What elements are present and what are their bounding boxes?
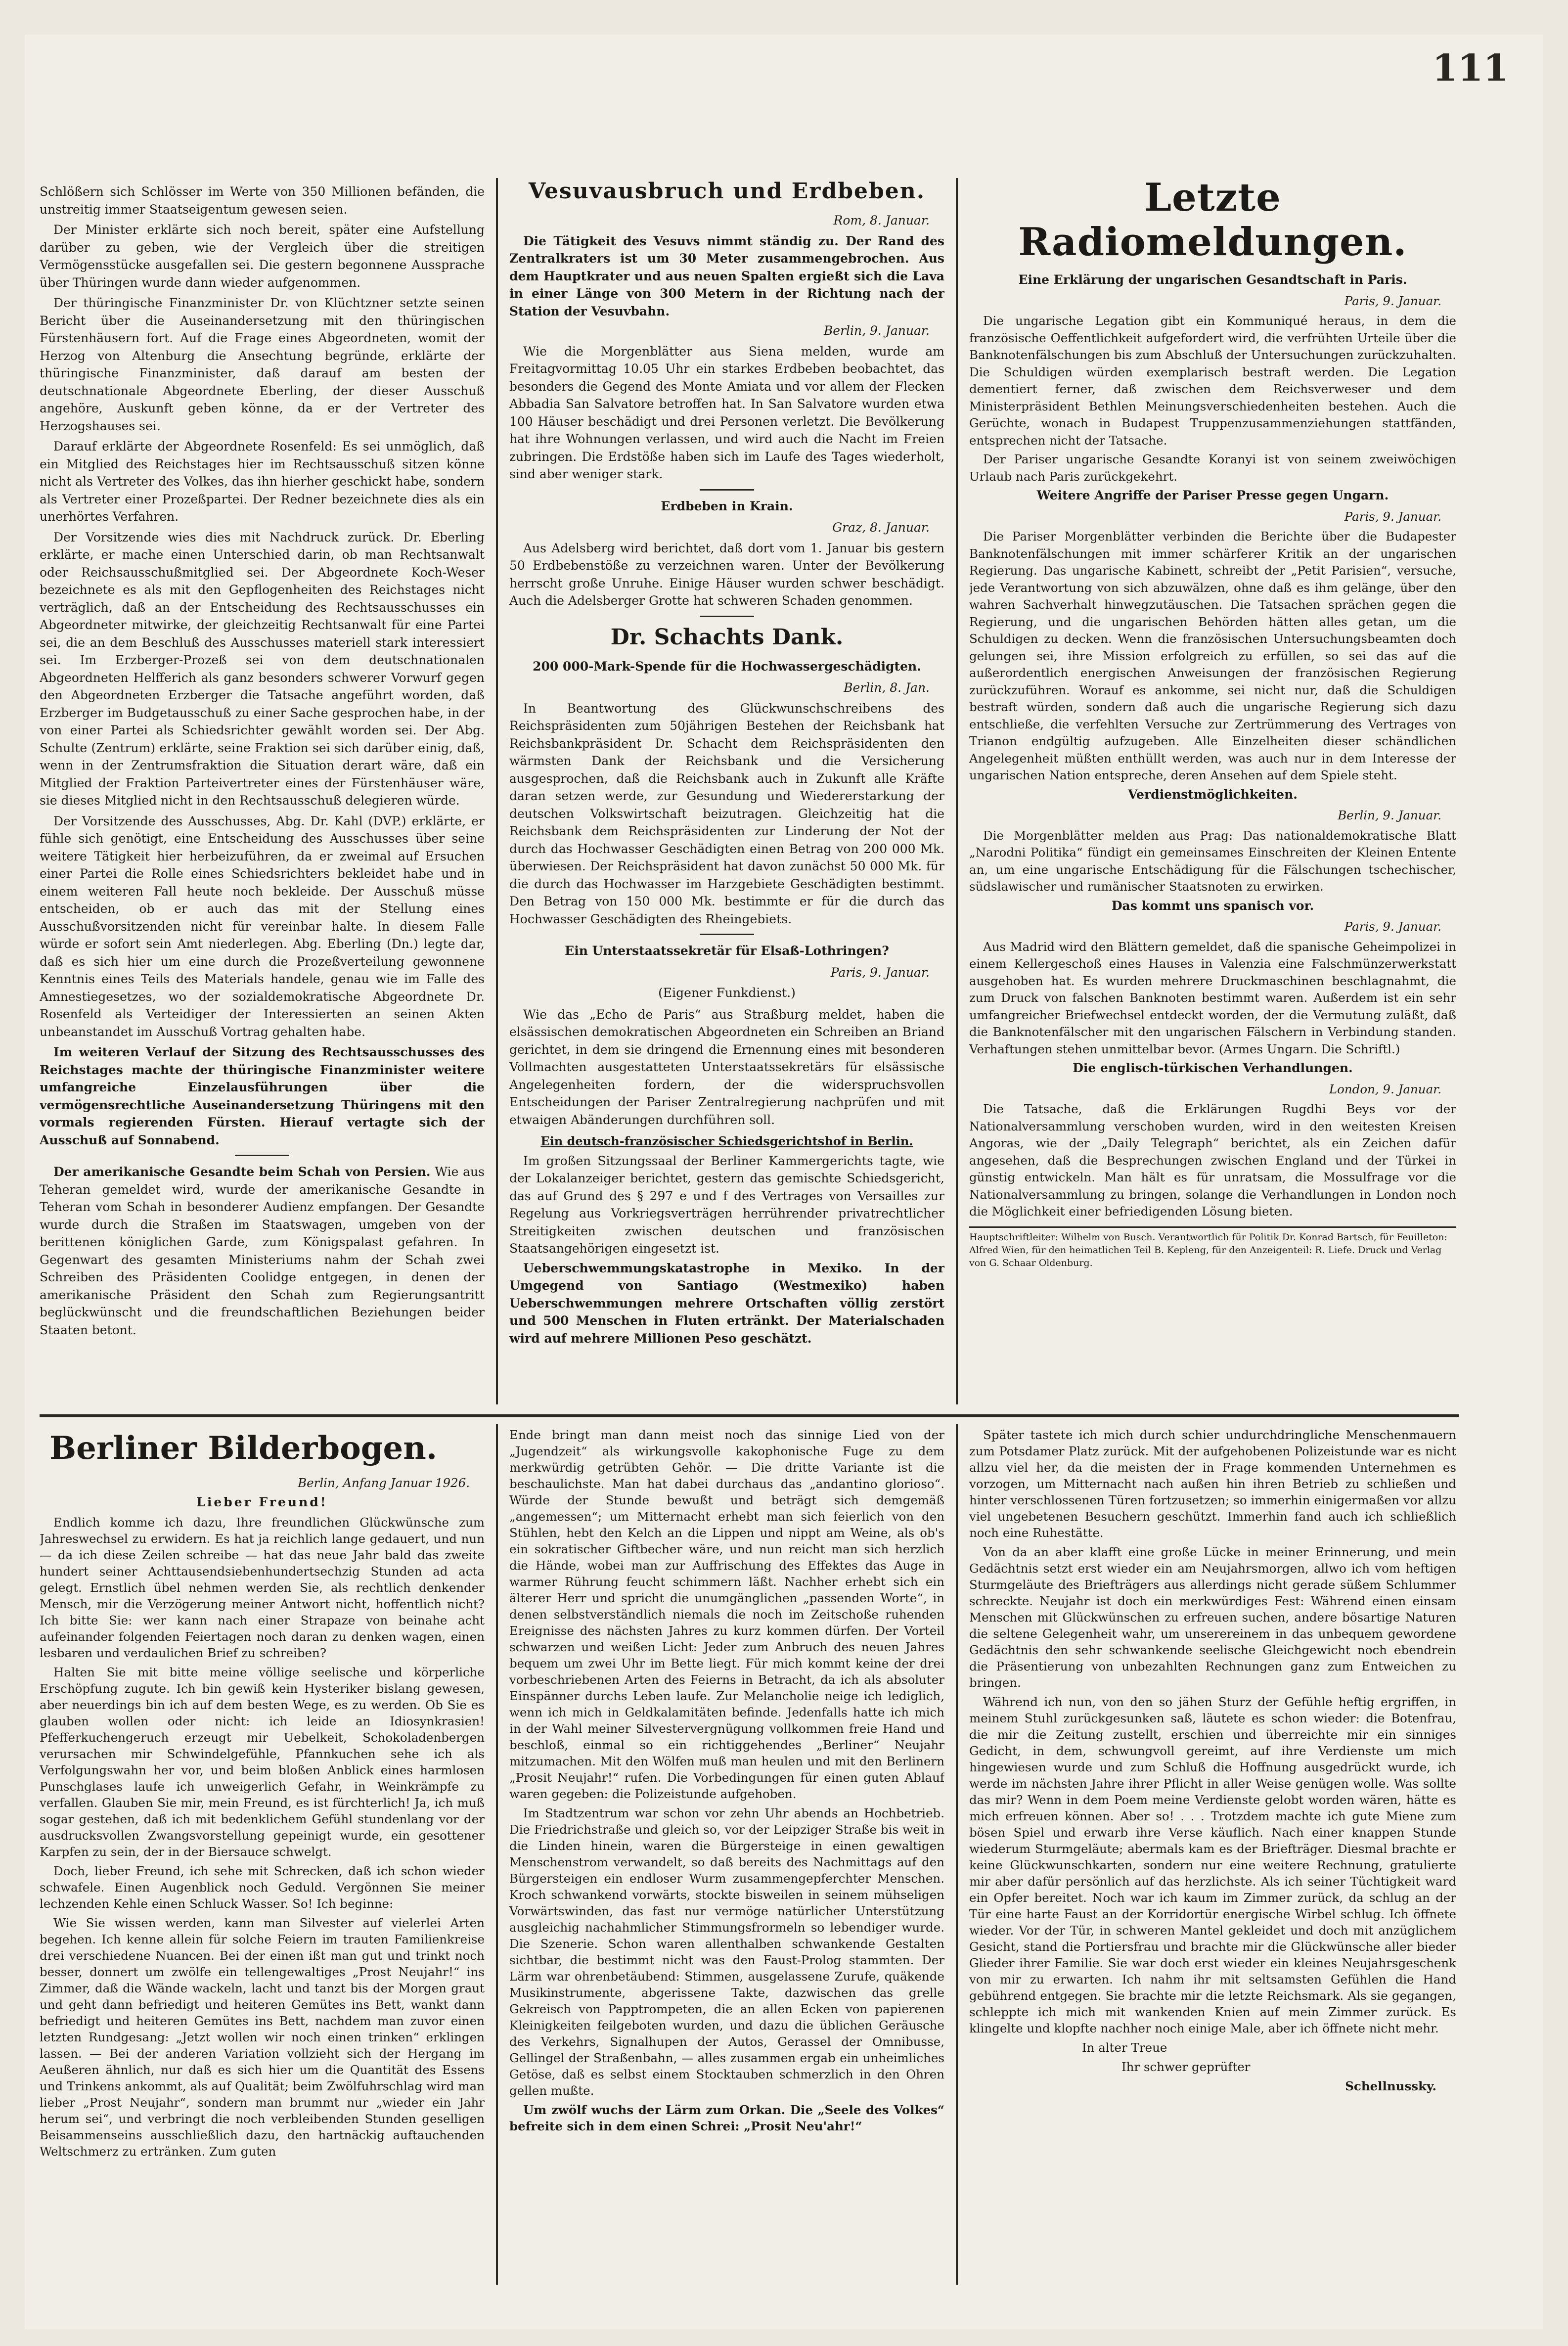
own-service: (Eigener Funkdienst.) bbox=[658, 986, 796, 1000]
persia-text: Wie aus Teheran gemeldet wird, wurde der amerikanische Gesandte in Teheran vom Schah in besonderer Audienz empfangen. Der Gesandte wurde durch die Straßen im Staatswagen, umgeben von der berittenen königlichen Garde, zum Königspalast gefahren. In Gegenwart des gesamten Ministeriums nahm der Schah zwei Schreiben des Präsidenten Coolidge entgegen, in denen der amerikanische Präsident den Schah zum Regierungsantritt beglückwünscht und die freundschaftlichen Beziehungen beider Staaten betont. bbox=[40, 1165, 485, 1337]
dateline: Berlin, 9. Januar. bbox=[1338, 808, 1441, 822]
subhead-krain: Erdbeben in Krain. bbox=[661, 498, 793, 513]
headline-radiomeldungen: Letzte Radiomeldungen. bbox=[1018, 176, 1407, 265]
article-paragraph: Der Vorsitzende wies dies mit Nachdruck zurück. Dr. Eberling erklärte, er mache einen Unterschied darin, ob man Rechtsanwalt oder Reichsausschußmitglied sei. Der Abgeordnete Koch-Weser bezeichnete es als mit den Gepflogenheiten des Reichstages nicht verträglich, daß an der Entscheidung des Rechtsausschusses ein Abgeordneter mitwirke, der gleichzeitig Rechtsanwalt für eine Partei sei, die an dem Beschluß des Ausschusses materiell stark interessiert sei. Im Erzberger-Prozeß sei von dem deutschnationalen Abgeordneten Helfferich als ganz besonders schwerer Vorwurf gegen den Abgeordneten Erzberger die Tatsache angeführt worden, daß Erzberger im Budgetausschuß zu einer Sache gesprochen habe, in der von einer Partei als Schiedsrichter gewählt worden sei. Der Abg. Schulte (Zentrum) erklärte, seine Fraktion sei sich darüber einig, daß, wenn in der Zentrumsfraktion die Situation derart wäre, daß ein Mitglied der Fraktion Parteivertreter eines der Fürstenhäuser wäre, sie dieses Mitglied nicht in den Rechtsausschuß delegieren würde. bbox=[40, 530, 485, 808]
salutation: Lieber Freund! bbox=[196, 1495, 328, 1509]
subhead-ungarn: Eine Erklärung der ungarischen Gesandtschaft in Paris. bbox=[1018, 272, 1407, 287]
article-paragraph: Wie die Morgenblätter aus Siena melden, wurde am Freitagvormittag 10.05 Uhr ein starkes Erdbeben beobachtet, das besonders die Gegend des Monte Amiata und vor allem der Flecken Abbadia San Salvatore betroffen hat. In San Salvatore wurden etwa 100 Häuser beschädigt und drei Personen verletzt. Die Bevölkerung hat ihre Wohnungen verlassen, und wird auch die Nacht im Freien zubringen. Die Erdstöße haben sich im Laufe des Tages wiederholt, sind aber weniger stark. bbox=[509, 344, 944, 481]
subhead-spende: 200 000-Mark-Spende für die Hochwassergeschädigten. bbox=[533, 659, 921, 674]
page-number: 111 bbox=[1432, 47, 1509, 90]
article-paragraph: Aus Madrid wird den Blättern gemeldet, daß die spanische Geheimpolizei in einem Kellergeschoß eines Hauses in Valenzia eine Falschmünzerwerkstatt ausgehoben hat. Es wurden mehrere Druckmaschinen beschlagnahmt, die zum Druck von falschen Banknoten bestimmt waren. Außerdem ist ein sehr umfangreicher Briefwechsel entdeckt worden, der die Vermutung zuläßt, daß die Banknotenfälscher mit den ungarischen Fälschern in Verbindung standen. Verhaftungen stehen unmittelbar bevor. (Armes Ungarn. Die Schriftl.) bbox=[969, 939, 1456, 1056]
article-paragraph: Die Pariser Morgenblätter verbinden die Berichte über die Budapester Banknotenfälschungen mit immer schärferer Kritik an der ungarischen Regierung. Das ungarische Kabinett, schreibt der „Petit Parisien“, versuche, jede Verantwortung von sich abzuwälzen, ohne daß es ihm gelänge, über den wahren Sachverhalt hinwegzutäuschen. Die Tatsachen sprächen gegen die Regierung, und die ungarischen Behörden hätten alles getan, um die Schuldigen zu decken. Wenn die französischen Untersuchungsbeamten doch gelungen sei, ihre Mission erfolgreich zu erfüllen, so sei das auf die außerordentlich energischen Anweisungen der französischen Regierung zurückzuführen. Worauf es ankomme, sei nicht nur, daß die Schuldigen bestraft würden, sondern daß auch die ungarische Regierung sich dazu entschließe, die verfehlten Versuche zur Zertrümmerung des Vertrages von Trianon endgültig aufzugeben. Alle Einzelheiten dieser schändlichen Angelegenheit müßten enthüllt werden, was auch nur in dem Interesse der ungarischen Nation entspreche, deren Ansehen auf dem Spiele steht. bbox=[969, 529, 1456, 782]
article-paragraph: Ueberschwemmungskatastrophe in Mexiko. In der Umgegend von Santiago (Westmexiko) haben Ueberschwemmungen mehrere Ortschaften völlig zerstört und 500 Menschen in Fluten ertränkt. Der Materialschaden wird auf mehrere Millionen Peso geschätzt. bbox=[509, 1261, 944, 1346]
headline-vesuv: Vesuvausbruch und Erdbeben. bbox=[528, 179, 926, 204]
dateline: Berlin, Anfang Januar 1926. bbox=[298, 1476, 470, 1490]
article-paragraph: Die Tatsache, daß die Erklärungen Rugdhi Beys vor der Nationalversammlung verschoben wurden, wird in den weitesten Kreisen Angoras, wie der „Daily Telegraph“ berichtet, als ein Zeichen dafür angesehen, daß die Besprechungen zwischen England und der Türkei in günstig entwickeln. Man hält es für unratsam, die Mossulfrage vor die Nationalversammlung zu bringen, solange die Verhandlungen in London noch die Möglichkeit einer befriedigenden Lösung bieten. bbox=[969, 1102, 1456, 1218]
dateline: Paris, 9. Januar. bbox=[1344, 919, 1441, 934]
closing-line: Ihr schwer geprüfter bbox=[1121, 2060, 1251, 2074]
column-rechtsausschuss bbox=[40, 183, 485, 1357]
article-paragraph: Schlößern sich Schlösser im Werte von 350 Millionen befänden, die unstreitig immer Staatseigentum gewesen seien. bbox=[40, 184, 485, 217]
closing-line: In alter Treue bbox=[1082, 2040, 1167, 2055]
article-paragraph: In Beantwortung des Glückwunschschreibens des Reichspräsidenten zum 50jährigen Bestehen der Reichsbank hat Reichsbankpräsident Dr. Schacht dem Reichspräsidenten den wärmsten Dank der Reichsbank und die Versicherung ausgesprochen, daß die Reichsbank auch in Zukunft alle Kräfte daran setzen werde, zur Gesundung und Wiedererstarkung der deutschen Volkswirtschaft beizutragen. Gleichzeitig hat die Reichsbank dem Reichspräsidenten zur Linderung der Not der durch das Hochwasser Geschädigten einen Betrag von 200 000 Mk. überwiesen. Der Reichspräsident hat davon zunächst 50 000 Mk. für die durch das Hochwasser im Harzgebiete Geschädigten bestimmt. Den Betrag von 150 000 Mk. bestimmte er für die durch das Hochwasser Geschädigten des Rheingebiets. bbox=[509, 701, 944, 926]
lead-paragraph: Die Tätigkeit des Vesuvs nimmt ständig zu. Der Rand des Zentralkraters ist um 30 Meter zusammengebrochen. Aus dem Hauptkrater und aus neuen Spalten ergießt sich die Lava in einer Länge von 300 Metern in der Richtung nach der Station der Vesuvbahn. bbox=[509, 233, 944, 318]
article-paragraph: Der Minister erklärte sich noch bereit, später eine Aufstellung darüber zu geben, wie der Vergleich über die streitigen Vermögensstücke ausgefallen sei. Die gestern begonnene Aussprache über Thüringen wurde dann wieder aufgenommen. bbox=[40, 223, 485, 290]
subhead-schiedsgericht: Ein deutsch-französischer Schiedsgerichtshof in Berlin. bbox=[540, 1134, 913, 1148]
article-paragraph: Die ungarische Legation gibt ein Kommuniqué heraus, in dem die französische Oeffentlichkeit aufgefordert wird, die verfrühten Urteile über die Banknotenfälschungen bis zum Abschluß der Untersuchungen zurückzuhalten. Die Schuldigen würden exemplarisch bestraft werden. Die Legation dementiert ferner, daß zwischen dem Reichsverweser und dem Ministerpräsident Bethlen Meinungsverschiedenheiten bestehen. Auch die Gerüchte, wonach in Budapest Truppenzusammenziehungen stattfänden, entsprechen nicht der Tatsache. bbox=[969, 314, 1456, 448]
article-paragraph: Von da an aber klafft eine große Lücke in meiner Erinnerung, und mein Gedächtnis setzt erst wieder ein am Neujahrsmorgen, allwo ich vom heftigen Sturmgeläute des Briefträgers aus allerdings nicht gerade süßem Schlummer schreckte. Neujahr ist doch ein merkwürdiges Fest: Während einen einsam Menschen mit Glückwünschen zu erfreuen suchen, andere bösartige Naturen die seltene Gelegenheit wahr, um unserereinem in das unbequem gewordene Gedächtnis den sehr schwankende seelische Gleichgewicht noch ebendrein die Präsentierung von unbezahlten Rechnungen ganz zum Entweichen zu bringen. bbox=[969, 1545, 1456, 1690]
column-rule bbox=[956, 178, 958, 1404]
subhead-angriffe: Weitere Angriffe der Pariser Presse gegen Ungarn. bbox=[1036, 488, 1389, 502]
bilderbogen-column-2 bbox=[509, 1427, 944, 2287]
subhead-elsass: Ein Unterstaatssekretär für Elsaß-Lothringen? bbox=[565, 944, 889, 958]
column-vesuv bbox=[509, 178, 944, 1399]
article-paragraph: Wie Sie wissen werden, kann man Silvester auf vielerlei Arten begehen. Ich kenne allein für solche Feiern im trauten Familienkreise drei verschiedene Nuancen. Bei der einen ißt man gut und trinkt noch besser, donnert um zwölfe ein tellengewaltiges „Prost Neujahr!“ ins Zimmer, daß die Wände wackeln, lacht und tanzt bis der Morgen graut und geht dann befriedigt und heiteren Gemütes ins Bett, wankt dann befriedigt und heiteren Gemütes ins Bett, nachdem man zuvor einen letzten Rundgesang: „Jetzt wollen wir noch einen trinken“ erklingen lassen. — Bei der anderen Variation vollzieht sich der Hergang im Aeußeren ähnlich, nur daß es sich hier um die Quantität des Essens und Trinkens ankommt, als auf Qualität; beim Zwölfuhrschlag wird man lieber „Prost Neujahr“, sondern man brummt nur „wieder ein Jahr herum sei“, und verbringt die noch verbleibenden Stunden geselligen Beisammenseins ausschließlich dazu, den hartnäckig auftauchenden Weltschmerz zu ertränken. Zum guten bbox=[40, 1916, 485, 2159]
article-paragraph: Ende bringt man dann meist noch das sinnige Lied von der „Jugendzeit“ als wirkungsvolle kakophonische Fuge zu dem merkwürdig getrübten Gehör. — Die dritte Variante ist die beschaulichste. Man hat dabei durchaus das „andantino glorioso“. Würde der Stunde bewußt und beträgt sich demgemäß „angemessen“; um Mitternacht erhebt man sich feierlich von den Stühlen, hebt den Kelch an die Lippen und nippt am Weine, als ob's ein sokratischer Giftbecher wäre, und nun reicht man sich herzlich die Hände, wobei man zur Auffrischung des Effektes das Auge in warmer Rührung feucht schimmern läßt. Nachher erhebt sich ein älterer Herr und spricht die unumgänglichen „passenden Worte“, in denen selbstverständlich niemals die noch im Zeitschoße ruhenden Ereignisse des nächsten Jahres zu kurz kommen dürfen. Der Vorteil schwarzen und weißen Licht: Jeder zum Anbruch des neuen Jahres bequem um zwei Uhr im Bette liegt. Für mich kommt keine der drei vorbeschriebenen Arten des Feierns in Betracht, da ich als absoluter Einspänner durchs Leben laufe. Zur Melancholie neige ich lediglich, wenn ich mich in Geldkalamitäten befinde. Jedenfalls hatte ich mich in der Wahl meiner Silvestervergnügung vollkommen freie Hand und beschloß, einmal so ein richtiggehendes „Berliner“ Neujahr mitzumachen. Mit den Wölfen muß man heulen und mit den Berlinern „Prosit Neujahr!“ rufen. Die Vorbedingungen für einen guten Ablauf waren gegeben: die Polizeistunde aufgehoben. bbox=[509, 1428, 944, 1801]
separator-rule bbox=[700, 934, 754, 935]
article-paragraph: Aus Adelsberg wird berichtet, daß dort vom 1. Januar bis gestern 50 Erdbebenstöße zu verzeichnen waren. Unter der Bevölkerung herrscht große Unruhe. Einige Häuser wurden schwer beschädigt. Auch die Adelsberger Grotte hat schweren Schaden genommen. bbox=[509, 541, 944, 608]
dateline: Berlin, 9. Januar. bbox=[823, 323, 930, 338]
subhead-tuerkei: Die englisch-türkischen Verhandlungen. bbox=[1073, 1061, 1353, 1075]
column-rule bbox=[956, 1424, 958, 2285]
article-paragraph: Der Pariser ungarische Gesandte Koranyi ist von seinem zweiwöchigen Urlaub nach Paris zurückgekehrt. bbox=[969, 452, 1456, 484]
column-rule bbox=[496, 1424, 498, 2285]
separator-rule bbox=[235, 1155, 289, 1156]
dateline: London, 9. Januar. bbox=[1329, 1082, 1441, 1096]
bilderbogen-column-1 bbox=[40, 1429, 485, 2290]
article-paragraph: Im Stadtzentrum war schon vor zehn Uhr abends an Hochbetrieb. Die Friedrichstraße und gleich so, vor der Leipziger Straße bis weit in die Linden hinein, waren die Bürgersteige in einen gewaltigen Menschenstrom verwandelt, so daß bereits des Nachmittags auf den Bürgersteigen ein endloser Wurm zusammengepferchter Menschen. Kroch schwankend vorwärts, stockte bisweilen in seinem mühseligen Vorwärtswinden, das fast nur vermöge natürlicher Unterstützung ausgleichig nachahmlicher Stimmungsfrormeln so lebendiger wurde. Die Szenerie. Schon waren allenthalben schwankende Gestalten sichtbar, die bestimmt nicht was den Faust-Prolog stammten. Der Lärm war ohrenbetäubend: Stimmen, ausgelassene Zurufe, quäkende Musikinstrumente, abgerissene Takte, dazwischen das grelle Gekreisch von Papptrompeten, die an allen Ecken von papierenen Kleinigkeiten feilgeboten wurden, und dazu die üblichen Geräusche des Verkehrs, Signalhupen der Autos, Gerassel der Omnibusse, Gellingel der Straßenbahn, — alles zusammen ergab ein unheimliches Getöse, daß es selbst einem Stocktauben schmerzlich in den Ohren gellen mußte. bbox=[509, 1806, 944, 2098]
dateline: Graz, 8. Januar. bbox=[832, 520, 930, 535]
imprint: Hauptschriftleiter: Wilhelm von Busch. Verantwortlich für Politik Dr. Konrad Bartsch, für Feuilleton: Alfred Wien, für den heimatlichen Teil B. Kepleng, für den Anzeigenteil: R. Liefe. Druck und Verlag von G. Schaar Oldenburg. bbox=[969, 1226, 1456, 1269]
subhead-verdienst: Verdienstmöglichkeiten. bbox=[1128, 787, 1298, 802]
article-paragraph: Während ich nun, von den so jähen Sturz der Gefühle heftig ergriffen, in meinem Stuhl zurückgesunken saß, läutete es schon wieder: die Botenfrau, die mir die Zeitung zustellt, erschien und überreichte mir ein sinniges Gedicht, in dem, schwungvoll gereimt, auf ihre Verdienste um mich hingewiesen wurde und zum Schluß die Hoffnung ausgedrückt wurde, ich werde im nächsten Jahre ihrer Pflicht in aller Weise genügen wolle. Was sollte das mir? Wenn in dem Poem meine Verdienste gelobt worden wären, hätte es mich erfreuen können. Aber so! . . . Trotzdem machte ich gute Miene zum bösen Spiel und erwarb ihre Verse käuflich. Nach einer knappen Stunde wiederum Sturmgeläute; abermals kam es der Briefträger. Diesmal brachte er keine Glückwunschkarten, sondern nur eine weitere Rechnung, gratulierte mir aber dafür persönlich auf das herzlichste. Als ich seiner Tüchtigkeit ward ein Opfer bereitet. Noch war ich kaum im Zimmer zurück, da schlug an der Tür eine harte Faust an der Korridortür energische Wirbel schlug. Ich öffnete wieder. Vor der Tür, in schweren Mantel gekleidet und doch mit anzüglichem Gesicht, stand die Portiersfrau und brachte mir die Glückwünsche aller bieder Glieder ihrer Familie. Sie war doch erst wieder ein kleines Neujahrsgeschenk von mir zu erwarten. Ich nahm ihr mit seltsamsten Gefühlen die Hand gebührend entgegen. Sie brachte mir die letzte Reichsmark. Als sie gegangen, schleppte ich mich mit wankenden Knien auf mein Zimmer zurück. Es klingelte und klopfte nachher noch einige Male, aber ich öffnete nicht mehr. bbox=[969, 1695, 1456, 2035]
article-paragraph: Der Vorsitzende des Ausschusses, Abg. Dr. Kahl (DVP.) erklärte, er fühle sich genötigt, eine Entscheidung des Ausschusses über seine weitere Tätigkeit hier herbeizuführen, da er zweimal auf Ersuchen einer Partei die Rolle eines Schiedsrichters bekleidet habe und in einem weiteren Fall heute noch bekleide. Der Ausschuß müsse entscheiden, ob er auch das mit der Stellung eines Ausschußvorsitzenden nicht für vereinbar halte. In diesem Falle würde er sofort sein Amt niederlegen. Abg. Eberling (Dn.) legte dar, daß es sich hier um eine durch die Prozeßverteilung gewonnene Kenntnis eines Teils des Materials handele, genau wie im Falle des Amnestiegesetzes, wo der sozialdemokratische Abgeordnete Dr. Rosenfeld als Verteidiger der Interessierten an seinen Akten unbeanstandet im Ausschuß Vortrag gehalten habe. bbox=[40, 813, 485, 1039]
headline-bilderbogen: Berliner Bilderbogen. bbox=[49, 1430, 438, 1467]
dateline: Rom, 8. Januar. bbox=[833, 213, 930, 227]
dateline: Paris, 9. Januar. bbox=[1344, 293, 1441, 308]
dateline: Paris, 9. Januar. bbox=[830, 965, 930, 980]
article-paragraph: Später tastete ich mich durch schier undurchdringliche Menschenmauern zum Potsdamer Platz zurück. Mit der aufgehobenen Polizeistunde war es nicht allzu viel her, da die meisten der in Frage kommenden Unternehmen es vorzogen, um Mitternacht nach außen hin ihren Betrieb zu schließen und hinter verschlossenen Türen fortzusetzen; so immerhin einigermaßen vor allzu viel ungebetenen Besuchern geschützt. Immerhin fand auch ich schließlich noch eine Ruhestätte. bbox=[969, 1428, 1456, 1540]
subhead-spanisch: Das kommt uns spanisch vor. bbox=[1111, 898, 1314, 913]
column-rule bbox=[496, 178, 498, 1404]
article-paragraph: Im großen Sitzungssaal der Berliner Kammergerichts tagte, wie der Lokalanzeiger berichtet, gestern das gemischte Schiedsgericht, das auf Grund des § 297 e und f des Vertrages von Versailles zur Regelung aus Vorkriegsverträgen herrührender privatrechtlicher Streitigkeiten zwischen deutschen und französischen Staatsangehörigen eingesetzt ist. bbox=[509, 1153, 944, 1256]
article-paragraph: Der thüringische Finanzminister Dr. von Klüchtzner setzte seinen Bericht über die Auseinandersetzung mit den thüringischen Fürstenhäusern fort. Auf die Frage eines Abgeordneten, womit der Herzog von Altenburg die Ansechtung begründe, erklärte der thüringische Finanzminister, daß darauf am besten der deutschnationale Abgeordnete Eberling, der dieser Ausschuß angehöre, Auskunft geben könne, da er der Vertreter des Herzogshauses sei. bbox=[40, 296, 485, 433]
article-paragraph: Darauf erklärte der Abgeordnete Rosenfeld: Es sei unmöglich, daß ein Mitglied des Reichstages hier im Rechtsausschuß sitzen könne nicht als Vertreter des Volkes, das ihn hierher geschickt habe, sondern als Vertreter einer Prozeßpartei. Der Redner bezeichnete dies als ein unerhörtes Verfahren. bbox=[40, 439, 485, 524]
article-paragraph: Wie das „Echo de Paris“ aus Straßburg meldet, haben die elsässischen demokratischen Abgeordneten ein Schreiben an Briand gerichtet, in dem sie dringend die Ernennung eines mit besonderen Vollmachten ausgestatteten Unterstaatssekretärs für elsässische Angelegenheiten fordern, der die widerspruchsvollen Entscheidungen der Pariser Zentralregierung nachprüfen und mit etwaigen Abänderungen durchführen soll. bbox=[509, 1007, 944, 1127]
article-paragraph: Um zwölf wuchs der Lärm zum Orkan. Die „Seele des Volkes“ befreite sich in dem einen Schrei: „Prosit Neu'ahr!“ bbox=[509, 2103, 944, 2133]
article-paragraph: Endlich komme ich dazu, Ihre freundlichen Glückwünsche zum Jahreswechsel zu erwidern. Es hat ja reichlich lange gedauert, und nun — da ich diese Zeilen schreibe — hat das neue Jahr bald das zweite hundert seiner Achttausendsiebenhundertsechzig Stunden ad acta gelegt. Ernstlich übel nehmen werden Sie, als rechtlich denkender Mensch, mir die Verzögerung meiner Antwort nicht, hoffentlich nicht? Ich bitte Sie: wer kann nach einer Strapaze von beinahe acht aufeinander folgenden Feiertagen noch daran zu denken wagen, einen lesbaren und verdaulichen Brief zu schreiben? bbox=[40, 1515, 485, 1660]
article-paragraph: Die Morgenblätter melden aus Prag: Das nationaldemokratische Blatt „Narodni Politika“ fündigt ein gemeinsames Einschreiten der Kleinen Entente an, um eine ungarische Entschädigung für die Fälschungen tschechischer, südslawischer und rumänischer Staatsnoten zu erwirken. bbox=[969, 828, 1456, 894]
signature: Schellnussky. bbox=[1345, 2079, 1436, 2093]
separator-rule bbox=[700, 616, 754, 617]
column-radiomeldungen bbox=[969, 176, 1456, 1402]
bilderbogen-column-3 bbox=[969, 1427, 1456, 2287]
article-paragraph: Doch, lieber Freund, ich sehe mit Schrecken, daß ich schon wieder schwafele. Einen Augenblick noch Geduld. Vergönnen Sie meiner lechzenden Kehle einen Schluck Wasser. So! Ich beginne: bbox=[40, 1864, 485, 1911]
headline-schacht: Dr. Schachts Dank. bbox=[610, 624, 844, 650]
dateline: Paris, 9. Januar. bbox=[1344, 509, 1441, 524]
article-paragraph: Im weiteren Verlauf der Sitzung des Rechtsausschusses des Reichstages machte der thüringische Finanzminister weitere umfangreiche Einzelausführungen über die vermögensrechtliche Auseinandersetzung Thüringens mit den vormals regierenden Fürsten. Hierauf vertagte sich der Ausschuß auf Sonnabend. bbox=[40, 1045, 485, 1147]
article-paragraph: Halten Sie mit bitte meine völlige seelische und körperliche Erschöpfung zugute. Ich bin gewiß kein Hysteriker bislang gewesen, aber neuerdings bin ich auf dem besten Wege, es zu werden. Ob Sie es glauben wollen oder nicht: ich leide an Idiosynkrasien! Pfefferkuchengeruch erzeugt mir Uebelkeit, Schokoladenbergen verursachen mir Schwindelgefühle, Pfannkuchen sehe ich als Verfolgungswahn her vor, und beim bloßen Anblick eines harmlosen Punschglases laufe ich unweigerlich Gefahr, in Weinkrämpfe zu verfallen. Glauben Sie mir, mein Freund, es ist fürchterlich! Ja, ich muß sogar gestehen, daß ich mit bedenklichem Gefühl stundenlang vor der ausdrucksvollen Zwangsvorstellung gepeinigt wurde, ein gesottener Karpfen zu sein, der in der Biersauce schwelgt. bbox=[40, 1665, 485, 1859]
section-divider bbox=[40, 1414, 1459, 1417]
persia-lead: Der amerikanische Gesandte beim Schah von Persien. bbox=[53, 1165, 431, 1179]
separator-rule bbox=[700, 489, 754, 491]
dateline: Berlin, 8. Jan. bbox=[844, 680, 930, 695]
